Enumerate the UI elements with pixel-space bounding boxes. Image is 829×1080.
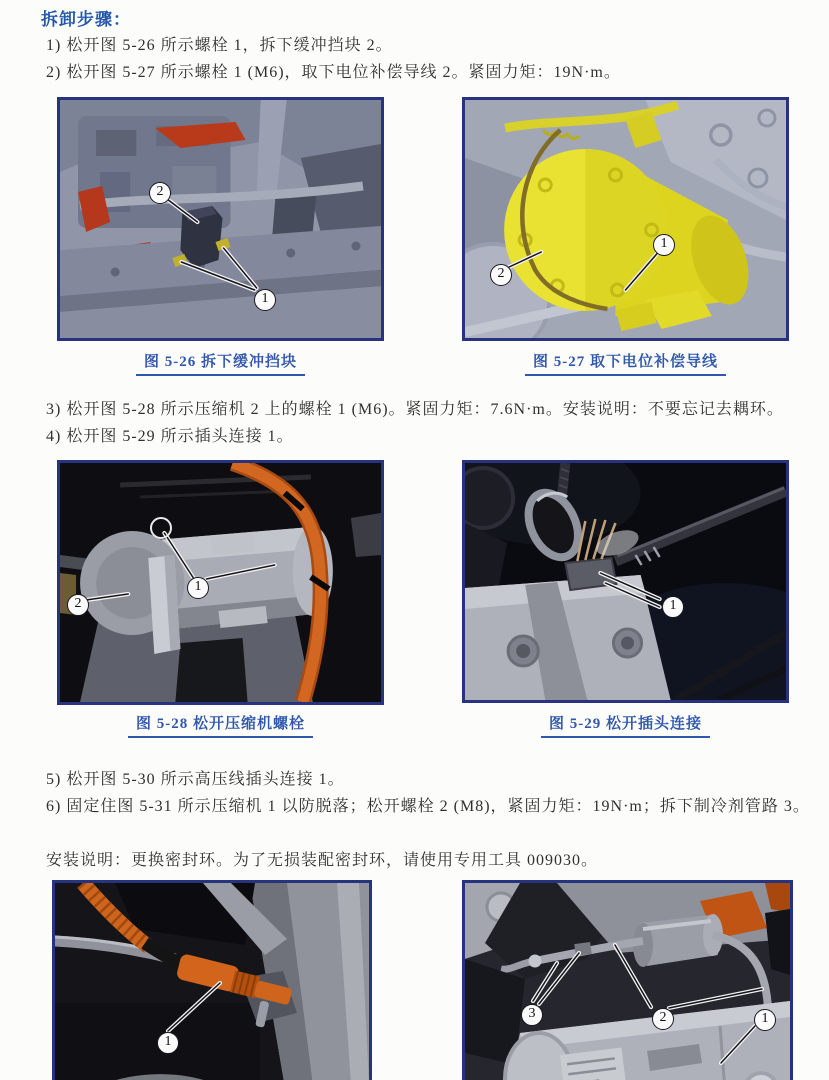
figure-5-28-caption: 图 5-28 松开压缩机螺栓 — [57, 712, 384, 738]
figure-5-31 — [462, 880, 793, 1080]
step-3: 3) 松开图 5-28 所示压缩机 2 上的螺栓 1 (M6)。紧固力矩：7.6N·m。安装说明：不要忘记去耦环。 — [46, 401, 784, 418]
figure-5-26 — [57, 97, 384, 341]
callout-3: 3 — [521, 1004, 543, 1026]
callout-1: 1 — [754, 1009, 776, 1031]
figure-5-27-illustration — [465, 100, 786, 338]
step-6: 6) 固定住图 5-31 所示压缩机 1 以防脱落；松开螺栓 2 (M8)，紧固力矩：19N·m；拆下制冷剂管路 3。 — [46, 798, 810, 815]
figure-5-30 — [52, 880, 372, 1080]
callout-2: 2 — [652, 1008, 674, 1030]
callout-1: 1 — [653, 234, 675, 256]
callout-1: 1 — [662, 596, 684, 618]
figure-5-27-caption: 图 5-27 取下电位补偿导线 — [462, 350, 789, 376]
install-note: 安装说明：更换密封环。为了无损装配密封环，请使用专用工具 009030。 — [46, 852, 599, 869]
figure-5-29-caption: 图 5-29 松开插头连接 — [462, 712, 789, 738]
step-5: 5) 松开图 5-30 所示高压线插头连接 1。 — [46, 771, 345, 788]
callout-2: 2 — [149, 182, 171, 204]
section-heading: 拆卸步骤： — [41, 10, 131, 29]
figure-5-26-caption: 图 5-26 拆下缓冲挡块 — [57, 350, 384, 376]
figure-5-28 — [57, 460, 384, 705]
figure-5-28-illustration — [60, 463, 381, 702]
step-1: 1) 松开图 5-26 所示螺栓 1，拆下缓冲挡块 2。 — [46, 37, 393, 54]
callout-1: 1 — [254, 289, 276, 311]
figure-5-29 — [462, 460, 789, 703]
callout-2: 2 — [67, 594, 89, 616]
figure-5-31-illustration — [465, 883, 790, 1080]
step-4: 4) 松开图 5-29 所示插头连接 1。 — [46, 428, 294, 445]
callout-ring — [150, 517, 172, 539]
step-2: 2) 松开图 5-27 所示螺栓 1 (M6)，取下电位补偿导线 2。紧固力矩：19N·m。 — [46, 64, 621, 81]
figure-5-27 — [462, 97, 789, 341]
figure-5-26-illustration — [60, 100, 381, 338]
figure-5-30-illustration — [55, 883, 369, 1080]
callout-1: 1 — [157, 1032, 179, 1054]
figure-5-29-illustration — [465, 463, 786, 700]
callout-2: 2 — [490, 264, 512, 286]
callout-1: 1 — [187, 577, 209, 599]
